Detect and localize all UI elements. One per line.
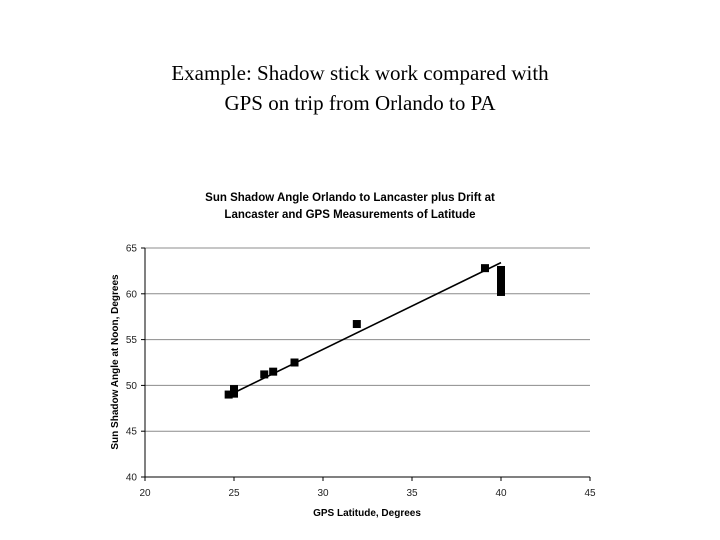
y-tick-label: 45: [125, 426, 137, 438]
x-tick-label: 35: [406, 488, 418, 499]
data-point: [260, 370, 268, 378]
y-tick-label: 65: [125, 243, 137, 255]
slide-title-line-1: Example: Shadow stick work compared with: [171, 61, 549, 85]
data-point: [353, 320, 361, 328]
slide-title-line-2: GPS on trip from Orlando to PA: [224, 91, 496, 115]
x-axis-label: GPS Latitude, Degrees: [313, 508, 421, 519]
y-axis-label: Sun Shadow Angle at Noon, Degrees: [110, 274, 121, 450]
x-tick-label: 25: [228, 488, 240, 499]
y-tick-label: 40: [125, 472, 137, 484]
x-tick-label: 30: [317, 488, 329, 499]
y-tick-label: 50: [125, 380, 137, 392]
y-tick-label: 60: [125, 289, 137, 301]
x-tick-label: 20: [139, 488, 151, 499]
chart-title-line-2: Lancaster and GPS Measurements of Latitude: [224, 209, 476, 221]
chart-title-line-1: Sun Shadow Angle Orlando to Lancaster plus Drift at: [205, 192, 495, 204]
x-tick-label: 40: [495, 488, 507, 499]
plot-area: [126, 244, 596, 500]
y-tick-label: 55: [125, 335, 137, 347]
data-point: [481, 264, 489, 272]
data-point: [497, 288, 505, 296]
data-point: [291, 359, 299, 367]
data-point: [269, 368, 277, 376]
data-point: [230, 385, 238, 393]
x-tick-label: 45: [584, 488, 596, 499]
